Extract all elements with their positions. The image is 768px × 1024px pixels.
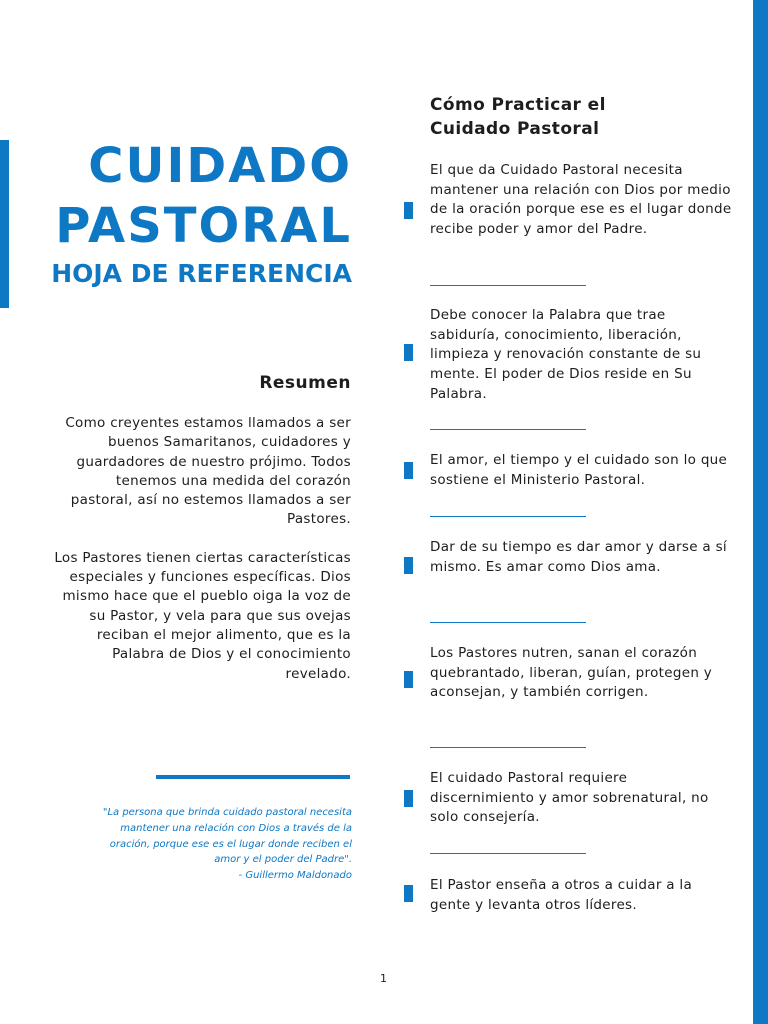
summary-text bbox=[51, 414, 351, 703]
title-block bbox=[51, 136, 352, 290]
list-item: El Pastor enseña a otros a cuidar a la gente y levanta otros líderes. bbox=[430, 877, 693, 913]
quote-author: - Guillermo Maldonado bbox=[238, 870, 352, 882]
summary-paragraph-2: Los Pastores tienen ciertas características especiales y funciones específicas. Dios mismo hace que el pueblo oiga la voz de su Pastor, y vela para que sus ovejas reciban el mejor alimento, que es la Palabra de Dios y el conocimiento revelado. bbox=[54, 549, 351, 682]
item-divider bbox=[430, 285, 586, 286]
bullet-marker bbox=[404, 202, 413, 219]
page-number: 1 bbox=[380, 972, 387, 985]
pull-quote bbox=[92, 805, 352, 884]
bullet-marker bbox=[404, 790, 413, 807]
item-divider bbox=[430, 429, 586, 430]
list-item: El amor, el tiempo y el cuidado son lo que sostiene el Ministerio Pastoral. bbox=[430, 452, 728, 488]
practice-heading: Cómo Practicar el Cuidado Pastoral bbox=[430, 95, 606, 139]
quote-text: "La persona que brinda cuidado pastoral necesita mantener una relación con Dios a través de la oración, porque ese es el lugar donde reciben el amor y el poder del Padre". bbox=[102, 807, 352, 866]
subtitle: HOJA DE REFERENCIA bbox=[51, 259, 352, 288]
item-divider bbox=[430, 747, 586, 748]
summary-paragraph-1: Como creyentes estamos llamados a ser buenos Samaritanos, cuidadores y guardadores de nuestro prójimo. Todos tenemos una medida del corazón pastoral, así no estemos llamados a ser Pastores. bbox=[65, 415, 351, 528]
list-item: Dar de su tiempo es dar amor y darse a sí mismo. Es amar como Dios ama. bbox=[430, 539, 727, 575]
bullet-marker bbox=[404, 462, 413, 479]
title-line-1: CUIDADO bbox=[88, 138, 352, 194]
bullet-marker bbox=[404, 344, 413, 361]
item-divider bbox=[430, 622, 586, 623]
bullet-marker bbox=[404, 671, 413, 688]
list-item: Los Pastores nutren, sanan el corazón quebrantado, liberan, guían, protegen y aconsejan, y también corrigen. bbox=[430, 645, 713, 701]
list-item: El que da Cuidado Pastoral necesita mantener una relación con Dios por medio de la oración porque ese es el lugar donde recibe poder y amor del Padre. bbox=[430, 162, 732, 238]
right-edge-bar bbox=[753, 0, 768, 1024]
bullet-marker bbox=[404, 885, 413, 902]
quote-divider bbox=[156, 775, 350, 779]
item-divider bbox=[430, 853, 586, 854]
list-item: El cuidado Pastoral requiere discernimiento y amor sobrenatural, no solo consejería. bbox=[430, 770, 709, 826]
resumen-heading: Resumen bbox=[259, 373, 351, 393]
title-line-2: PASTORAL bbox=[55, 198, 352, 254]
list-item: Debe conocer la Palabra que trae sabiduría, conocimiento, liberación, limpieza y renovación constante de su mente. El poder de Dios reside en Su Palabra. bbox=[430, 307, 702, 402]
bullet-marker bbox=[404, 557, 413, 574]
title-accent-bar bbox=[0, 140, 9, 308]
item-divider bbox=[430, 516, 586, 517]
